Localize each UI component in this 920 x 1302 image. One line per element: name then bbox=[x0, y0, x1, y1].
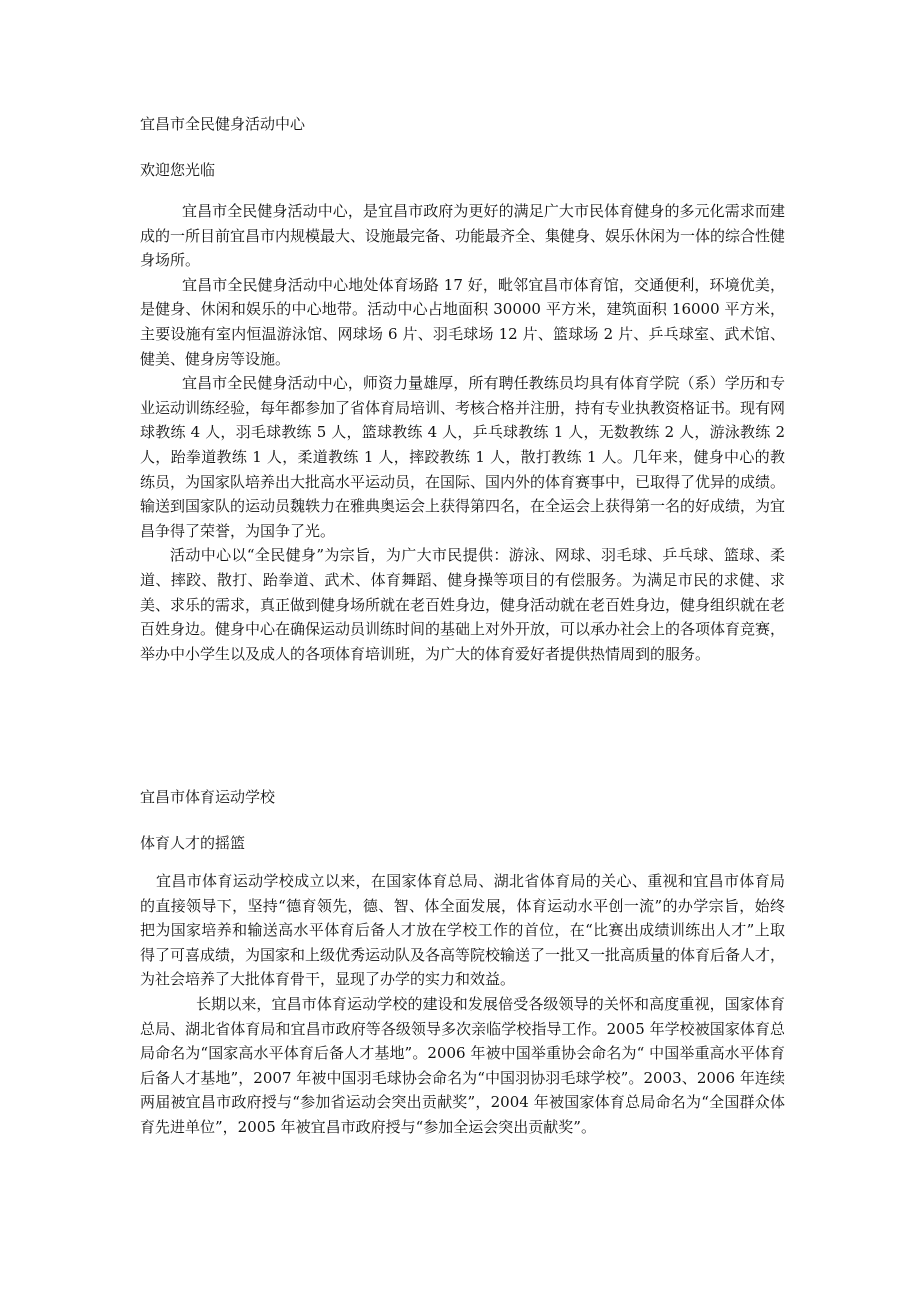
paragraph: 活动中心以“全民健身”为宗旨，为广大市民提供：游泳、网球、羽毛球、乒乓球、篮球、柔道、摔跤、散打、跆拳道、武术、体育舞蹈、健身操等项目的有偿服务。为满足市民的求健、求美、求乐的需求，真正做到健身场所就在老百姓身边，健身活动就在老百姓身边，健身组织就在老百姓身边。健身中心在确保运动员训练时间的基础上对外开放，可以承办社会上的各项体育竞赛，举办中小学生以及成人的各项体育培训班，为广大的体育爱好者提供热情周到的服务。 bbox=[140, 546, 786, 663]
section-title: 宜昌市全民健身活动中心 bbox=[140, 115, 306, 133]
paragraph: 宜昌市体育运动学校成立以来，在国家体育总局、湖北省体育局的关心、重视和宜昌市体育局的直接领导下，坚持“德育领先，德、智、体全面发展，体育运动水平创一流”的办学宗旨，始终把为国家培养和输送高水平体育后备人才放在学校工作的首位，在“比赛出成绩训练出人才”上取得了可喜成绩，为国家和上级优秀运动队及各高等院校输送了一批又一批高质量的体育后备人才，为社会培养了大批体育骨干，显现了办学的实力和效益。 bbox=[140, 872, 786, 989]
paragraph: 宜昌市全民健身活动中心，师资力量雄厚，所有聘任教练员均具有体育学院（系）学历和专业运动训练经验，每年都参加了省体育局培训、考核合格并注册，持有专业执教资格证书。现有网球教练 4 人，羽毛球教练 5 人，篮球教练 4 人，乒乓球教练 1 人，无数教练 2 人，游泳教练 2 人，跆拳道教练 1 人，柔道教练 1 人，摔跤教练 1 人，散打教练 1 人。几年来，健身中心的教练员，为国家队培养出大批高水平运动员，在国际、国内外的体育赛事中，已取得了优异的成绩。输送到国家队的运动员魏轶力在雅典奥运会上获得第四名，在全运会上获得第一名的好成绩，为宜昌争得了荣誉，为国争了光。 bbox=[140, 374, 786, 540]
paragraph: 长期以来，宜昌市体育运动学校的建设和发展倍受各级领导的关怀和高度重视，国家体育总局、湖北省体育局和宜昌市政府等各级领导多次亲临学校指导工作。2005 年学校被国家体育总局命名为“国家高水平体育后备人才基地”。2006 年被中国举重协会命名为“ 中国举重高水平体育后备人才基地”，2007 年被中国羽毛球协会命名为“中国羽协羽毛球学校”。2003、2006 年连续两届被宜昌市政府授与“参加省运动会突出贡献奖”，2004 年被国家体育总局命名为“全国群众体育先进单位”，2005 年被宜昌市政府授与“参加全运会突出贡献奖”。 bbox=[140, 994, 785, 1136]
section-subtitle: 欢迎您光临 bbox=[140, 161, 216, 179]
fitness-center-section bbox=[140, 112, 785, 666]
paragraph: 宜昌市全民健身活动中心，是宜昌市政府为更好的满足广大市民体育健身的多元化需求而建成的一所目前宜昌市内规模最大、设施最完备、功能最齐全、集健身、娱乐休闲为一体的综合性健身场所。 bbox=[140, 202, 786, 270]
sports-school-section bbox=[140, 785, 785, 1140]
section-subtitle: 体育人才的摇篮 bbox=[140, 834, 246, 852]
paragraph: 宜昌市全民健身活动中心地处体育场路 17 好，毗邻宜昌市体育馆，交通便利，环境优美，是健身、休闲和娱乐的中心地带。活动中心占地面积 30000 平方米，建筑面积 16000 平方米，主要设施有室内恒温游泳馆、网球场 6 片、羽毛球场 12 片、篮球场 2 片、乒乓球室、武术馆、健美、健身房等设施。 bbox=[140, 275, 785, 368]
section-title: 宜昌市体育运动学校 bbox=[140, 788, 276, 806]
